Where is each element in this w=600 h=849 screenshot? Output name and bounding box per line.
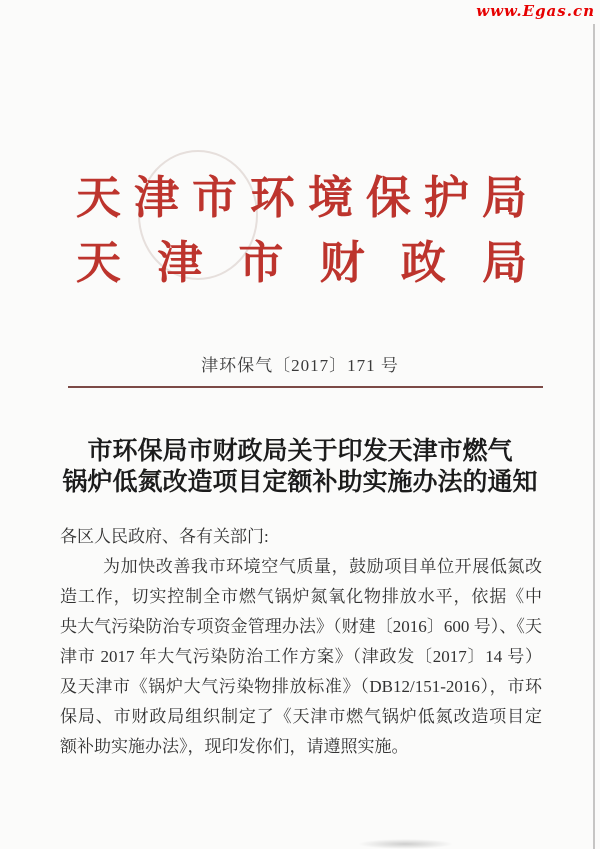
- org-title-char: 市: [191, 173, 237, 223]
- site-watermark: www.Egas.cn: [476, 2, 595, 20]
- org-title-char: 天: [76, 173, 122, 223]
- org-title-char: 天: [76, 238, 122, 288]
- body-line: 及天津市《锅炉大气污染物排放标准》（DB12/151-2016），市环: [60, 677, 542, 696]
- org-title-char: 市: [238, 238, 284, 288]
- org-title-char: 局: [481, 173, 527, 223]
- org-title-char: 护: [423, 173, 469, 223]
- body-line: 津市 2017 年大气污染防治工作方案》（津政发〔2017〕14 号）: [60, 647, 542, 666]
- org-title-line-1: [76, 173, 527, 223]
- notice-title-line-1: 市环保局市财政局关于印发天津市燃气: [87, 438, 513, 465]
- body-text: [60, 522, 542, 762]
- org-title-char: 津: [133, 173, 179, 223]
- org-title-char: 环: [249, 173, 295, 223]
- org-title-char: 财: [319, 238, 365, 288]
- org-title-char: 境: [307, 173, 353, 223]
- body-line: 各区人民政府、各有关部门:: [60, 527, 269, 546]
- red-divider-rule: [68, 386, 543, 388]
- body-line: 央大气污染防治专项资金管理办法》（财建〔2016〕600 号）、《天: [60, 617, 542, 636]
- body-line: 保局、市财政局组织制定了《天津市燃气锅炉低氮改造项目定: [60, 707, 542, 726]
- org-title-line-2: [76, 238, 527, 288]
- org-title-char: 局: [481, 238, 527, 288]
- org-title-char: 津: [157, 238, 203, 288]
- doc-number: 津环保气〔2017〕171 号: [201, 356, 399, 375]
- body-line: 为加快改善我市环境空气质量，鼓励项目单位开展低氮改: [103, 557, 542, 576]
- body-line: 额补助实施办法》，现印发你们，请遵照实施。: [60, 737, 409, 756]
- org-title-char: 保: [365, 173, 411, 223]
- body-line: 造工作，切实控制全市燃气锅炉氮氧化物排放水平，依据《中: [60, 587, 542, 606]
- notice-title-line-2: 锅炉低氮改造项目定额补助实施办法的通知: [62, 469, 538, 496]
- scan-page-edge-line: [593, 24, 595, 849]
- scan-smudge: [358, 839, 453, 849]
- notice-title: [40, 436, 560, 498]
- org-title-char: 政: [400, 238, 446, 288]
